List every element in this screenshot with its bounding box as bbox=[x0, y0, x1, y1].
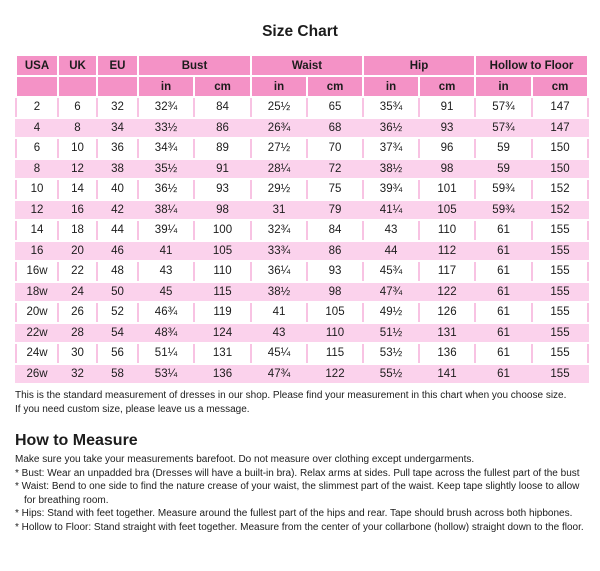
table-row bbox=[16, 282, 588, 303]
page-title: Size Chart bbox=[262, 23, 338, 40]
table-cell: 61 bbox=[475, 302, 532, 323]
table-cell: 65 bbox=[307, 97, 363, 118]
table-cell: 32¾ bbox=[138, 97, 194, 118]
table-cell: 152 bbox=[532, 179, 588, 200]
table-cell: 91 bbox=[194, 159, 251, 180]
table-row bbox=[16, 97, 588, 118]
table-cell: 36½ bbox=[138, 179, 194, 200]
table-cell: 59 bbox=[475, 159, 532, 180]
table-cell: 45¼ bbox=[251, 343, 307, 364]
table-row bbox=[16, 179, 588, 200]
table-row bbox=[16, 241, 588, 262]
note-custom-size: If you need custom size, please leave us a message. bbox=[15, 403, 250, 415]
table-cell: 18 bbox=[58, 220, 97, 241]
table-cell: 26 bbox=[58, 302, 97, 323]
table-cell: 141 bbox=[419, 364, 475, 385]
table-cell: 59 bbox=[475, 138, 532, 159]
table-cell: 155 bbox=[532, 261, 588, 282]
measure-bullet: * Hips: Stand with feet together. Measure around the fullest part of the hips and rear. Tape should brush across both hipbones. bbox=[15, 508, 573, 519]
table-cell: 42 bbox=[97, 200, 138, 221]
table-cell: 105 bbox=[194, 241, 251, 262]
table-cell: 10 bbox=[58, 138, 97, 159]
table-cell: 16 bbox=[16, 241, 58, 262]
table-cell: 39¼ bbox=[138, 220, 194, 241]
table-cell: 59¾ bbox=[475, 200, 532, 221]
table-cell: 115 bbox=[307, 343, 363, 364]
table-cell: 155 bbox=[532, 241, 588, 262]
table-cell: 96 bbox=[419, 138, 475, 159]
table-cell: 14 bbox=[16, 220, 58, 241]
notes-block bbox=[15, 389, 585, 416]
unit-header-empty bbox=[58, 76, 97, 97]
table-cell: 26¾ bbox=[251, 118, 307, 139]
unit-header-cm: cm bbox=[532, 76, 588, 97]
table-cell: 54 bbox=[97, 323, 138, 344]
unit-header-cm: cm bbox=[307, 76, 363, 97]
table-cell: 43 bbox=[251, 323, 307, 344]
table-cell: 26w bbox=[16, 364, 58, 385]
table-cell: 49½ bbox=[363, 302, 419, 323]
table-cell: 93 bbox=[194, 179, 251, 200]
table-cell: 36¼ bbox=[251, 261, 307, 282]
unit-header-in: in bbox=[251, 76, 307, 97]
table-cell: 6 bbox=[58, 97, 97, 118]
table-cell: 51½ bbox=[363, 323, 419, 344]
table-cell: 122 bbox=[307, 364, 363, 385]
table-cell: 93 bbox=[307, 261, 363, 282]
table-cell: 98 bbox=[419, 159, 475, 180]
table-cell: 12 bbox=[16, 200, 58, 221]
table-cell: 41 bbox=[251, 302, 307, 323]
table-cell: 38¼ bbox=[138, 200, 194, 221]
table-cell: 61 bbox=[475, 343, 532, 364]
table-cell: 41¼ bbox=[363, 200, 419, 221]
table-cell: 93 bbox=[419, 118, 475, 139]
table-cell: 50 bbox=[97, 282, 138, 303]
table-cell: 27½ bbox=[251, 138, 307, 159]
table-cell: 61 bbox=[475, 220, 532, 241]
table-cell: 34 bbox=[97, 118, 138, 139]
table-cell: 12 bbox=[58, 159, 97, 180]
table-cell: 89 bbox=[194, 138, 251, 159]
table-cell: 110 bbox=[307, 323, 363, 344]
table-cell: 46 bbox=[97, 241, 138, 262]
table-cell: 36 bbox=[97, 138, 138, 159]
table-cell: 46¾ bbox=[138, 302, 194, 323]
column-header-bust: Bust bbox=[138, 55, 251, 76]
table-cell: 58 bbox=[97, 364, 138, 385]
unit-header-in: in bbox=[138, 76, 194, 97]
table-cell: 68 bbox=[307, 118, 363, 139]
table-cell: 105 bbox=[419, 200, 475, 221]
column-header-hollow-to-floor: Hollow to Floor bbox=[475, 55, 588, 76]
table-cell: 84 bbox=[307, 220, 363, 241]
table-cell: 59¾ bbox=[475, 179, 532, 200]
table-cell: 57¾ bbox=[475, 118, 532, 139]
table-cell: 126 bbox=[419, 302, 475, 323]
table-cell: 43 bbox=[363, 220, 419, 241]
table-cell: 39¾ bbox=[363, 179, 419, 200]
table-cell: 40 bbox=[97, 179, 138, 200]
table-cell: 98 bbox=[307, 282, 363, 303]
table-cell: 122 bbox=[419, 282, 475, 303]
table-cell: 119 bbox=[194, 302, 251, 323]
table-cell: 20 bbox=[58, 241, 97, 262]
table-cell: 38½ bbox=[251, 282, 307, 303]
unit-header-empty bbox=[16, 76, 58, 97]
table-row bbox=[16, 159, 588, 180]
table-cell: 31 bbox=[251, 200, 307, 221]
table-cell: 22 bbox=[58, 261, 97, 282]
table-cell: 22w bbox=[16, 323, 58, 344]
table-cell: 72 bbox=[307, 159, 363, 180]
table-cell: 28¼ bbox=[251, 159, 307, 180]
table-cell: 110 bbox=[194, 261, 251, 282]
table-cell: 37¾ bbox=[363, 138, 419, 159]
table-cell: 43 bbox=[138, 261, 194, 282]
table-cell: 105 bbox=[307, 302, 363, 323]
unit-header-cm: cm bbox=[194, 76, 251, 97]
table-cell: 44 bbox=[97, 220, 138, 241]
column-header-uk: UK bbox=[58, 55, 97, 76]
table-cell: 61 bbox=[475, 282, 532, 303]
table-cell: 45¾ bbox=[363, 261, 419, 282]
how-to-measure-heading: How to Measure bbox=[15, 432, 138, 449]
table-cell: 155 bbox=[532, 364, 588, 385]
table-row bbox=[16, 364, 588, 385]
table-cell: 112 bbox=[419, 241, 475, 262]
table-cell: 24 bbox=[58, 282, 97, 303]
table-cell: 57¾ bbox=[475, 97, 532, 118]
size-chart-table bbox=[15, 54, 589, 385]
table-cell: 52 bbox=[97, 302, 138, 323]
table-cell: 41 bbox=[138, 241, 194, 262]
table-cell: 4 bbox=[16, 118, 58, 139]
table-cell: 28 bbox=[58, 323, 97, 344]
table-cell: 38½ bbox=[363, 159, 419, 180]
table-cell: 61 bbox=[475, 241, 532, 262]
table-cell: 110 bbox=[419, 220, 475, 241]
table-cell: 147 bbox=[532, 97, 588, 118]
table-cell: 36½ bbox=[363, 118, 419, 139]
table-cell: 131 bbox=[419, 323, 475, 344]
table-cell: 47¾ bbox=[251, 364, 307, 385]
table-cell: 25½ bbox=[251, 97, 307, 118]
table-cell: 91 bbox=[419, 97, 475, 118]
table-cell: 101 bbox=[419, 179, 475, 200]
table-cell: 131 bbox=[194, 343, 251, 364]
table-cell: 34¾ bbox=[138, 138, 194, 159]
table-cell: 10 bbox=[16, 179, 58, 200]
table-cell: 16 bbox=[58, 200, 97, 221]
table-cell: 33¾ bbox=[251, 241, 307, 262]
measure-bullet: * Waist: Bend to one side to find the nature crease of your waist, the slimmest part of the waist. Keep tape slightly loose to allow for breathing room. bbox=[15, 481, 580, 506]
unit-header-in: in bbox=[363, 76, 419, 97]
table-cell: 150 bbox=[532, 159, 588, 180]
table-cell: 55½ bbox=[363, 364, 419, 385]
table-cell: 44 bbox=[363, 241, 419, 262]
table-cell: 47¾ bbox=[363, 282, 419, 303]
table-cell: 32 bbox=[97, 97, 138, 118]
table-cell: 56 bbox=[97, 343, 138, 364]
table-header bbox=[16, 55, 588, 97]
table-cell: 32 bbox=[58, 364, 97, 385]
table-cell: 24w bbox=[16, 343, 58, 364]
table-cell: 155 bbox=[532, 220, 588, 241]
table-row bbox=[16, 118, 588, 139]
table-cell: 30 bbox=[58, 343, 97, 364]
table-cell: 18w bbox=[16, 282, 58, 303]
table-cell: 70 bbox=[307, 138, 363, 159]
table-cell: 98 bbox=[194, 200, 251, 221]
table-row bbox=[16, 323, 588, 344]
measure-bullet: * Bust: Wear an unpadded bra (Dresses will have a built-in bra). Relax arms at sides. Pull tape across the fullest part of the bust bbox=[15, 467, 580, 479]
table-cell: 20w bbox=[16, 302, 58, 323]
table-cell: 75 bbox=[307, 179, 363, 200]
table-cell: 115 bbox=[194, 282, 251, 303]
measure-intro: Make sure you take your measurements barefoot. Do not measure over clothing except undergarments. bbox=[15, 454, 475, 465]
table-cell: 155 bbox=[532, 323, 588, 344]
table-cell: 79 bbox=[307, 200, 363, 221]
table-cell: 150 bbox=[532, 138, 588, 159]
table-row bbox=[16, 220, 588, 241]
table-cell: 155 bbox=[532, 282, 588, 303]
table-cell: 32¾ bbox=[251, 220, 307, 241]
table-cell: 35¾ bbox=[363, 97, 419, 118]
table-cell: 2 bbox=[16, 97, 58, 118]
table-row bbox=[16, 302, 588, 323]
table-cell: 61 bbox=[475, 261, 532, 282]
table-cell: 86 bbox=[194, 118, 251, 139]
table-cell: 6 bbox=[16, 138, 58, 159]
table-cell: 8 bbox=[58, 118, 97, 139]
note-standard-measurement: This is the standard measurement of dresses in our shop. Please find your measurement in this chart when you choose size. bbox=[15, 390, 567, 401]
column-header-hip: Hip bbox=[363, 55, 475, 76]
table-cell: 48¾ bbox=[138, 323, 194, 344]
table-cell: 53¼ bbox=[138, 364, 194, 385]
column-header-usa: USA bbox=[16, 55, 58, 76]
unit-header-empty bbox=[97, 76, 138, 97]
table-cell: 35½ bbox=[138, 159, 194, 180]
table-cell: 33½ bbox=[138, 118, 194, 139]
table-cell: 14 bbox=[58, 179, 97, 200]
table-cell: 45 bbox=[138, 282, 194, 303]
table-cell: 53½ bbox=[363, 343, 419, 364]
unit-header-in: in bbox=[475, 76, 532, 97]
table-cell: 84 bbox=[194, 97, 251, 118]
table-cell: 29½ bbox=[251, 179, 307, 200]
table-row bbox=[16, 138, 588, 159]
table-row bbox=[16, 200, 588, 221]
table-cell: 38 bbox=[97, 159, 138, 180]
table-cell: 155 bbox=[532, 343, 588, 364]
table-cell: 48 bbox=[97, 261, 138, 282]
table-cell: 136 bbox=[419, 343, 475, 364]
table-body bbox=[16, 97, 588, 384]
table-cell: 16w bbox=[16, 261, 58, 282]
table-cell: 100 bbox=[194, 220, 251, 241]
table-cell: 136 bbox=[194, 364, 251, 385]
table-row bbox=[16, 343, 588, 364]
table-row bbox=[16, 261, 588, 282]
column-header-waist: Waist bbox=[251, 55, 363, 76]
table-cell: 8 bbox=[16, 159, 58, 180]
table-cell: 155 bbox=[532, 302, 588, 323]
table-cell: 61 bbox=[475, 323, 532, 344]
table-cell: 51¼ bbox=[138, 343, 194, 364]
column-header-eu: EU bbox=[97, 55, 138, 76]
table-cell: 152 bbox=[532, 200, 588, 221]
measure-bullet-list bbox=[15, 467, 585, 535]
table-cell: 117 bbox=[419, 261, 475, 282]
table-cell: 124 bbox=[194, 323, 251, 344]
unit-header-cm: cm bbox=[419, 76, 475, 97]
table-cell: 147 bbox=[532, 118, 588, 139]
table-cell: 86 bbox=[307, 241, 363, 262]
table-cell: 61 bbox=[475, 364, 532, 385]
measure-bullet: * Hollow to Floor: Stand straight with feet together. Measure from the center of your collarbone (hollow) straight down to the floor. bbox=[15, 521, 584, 533]
